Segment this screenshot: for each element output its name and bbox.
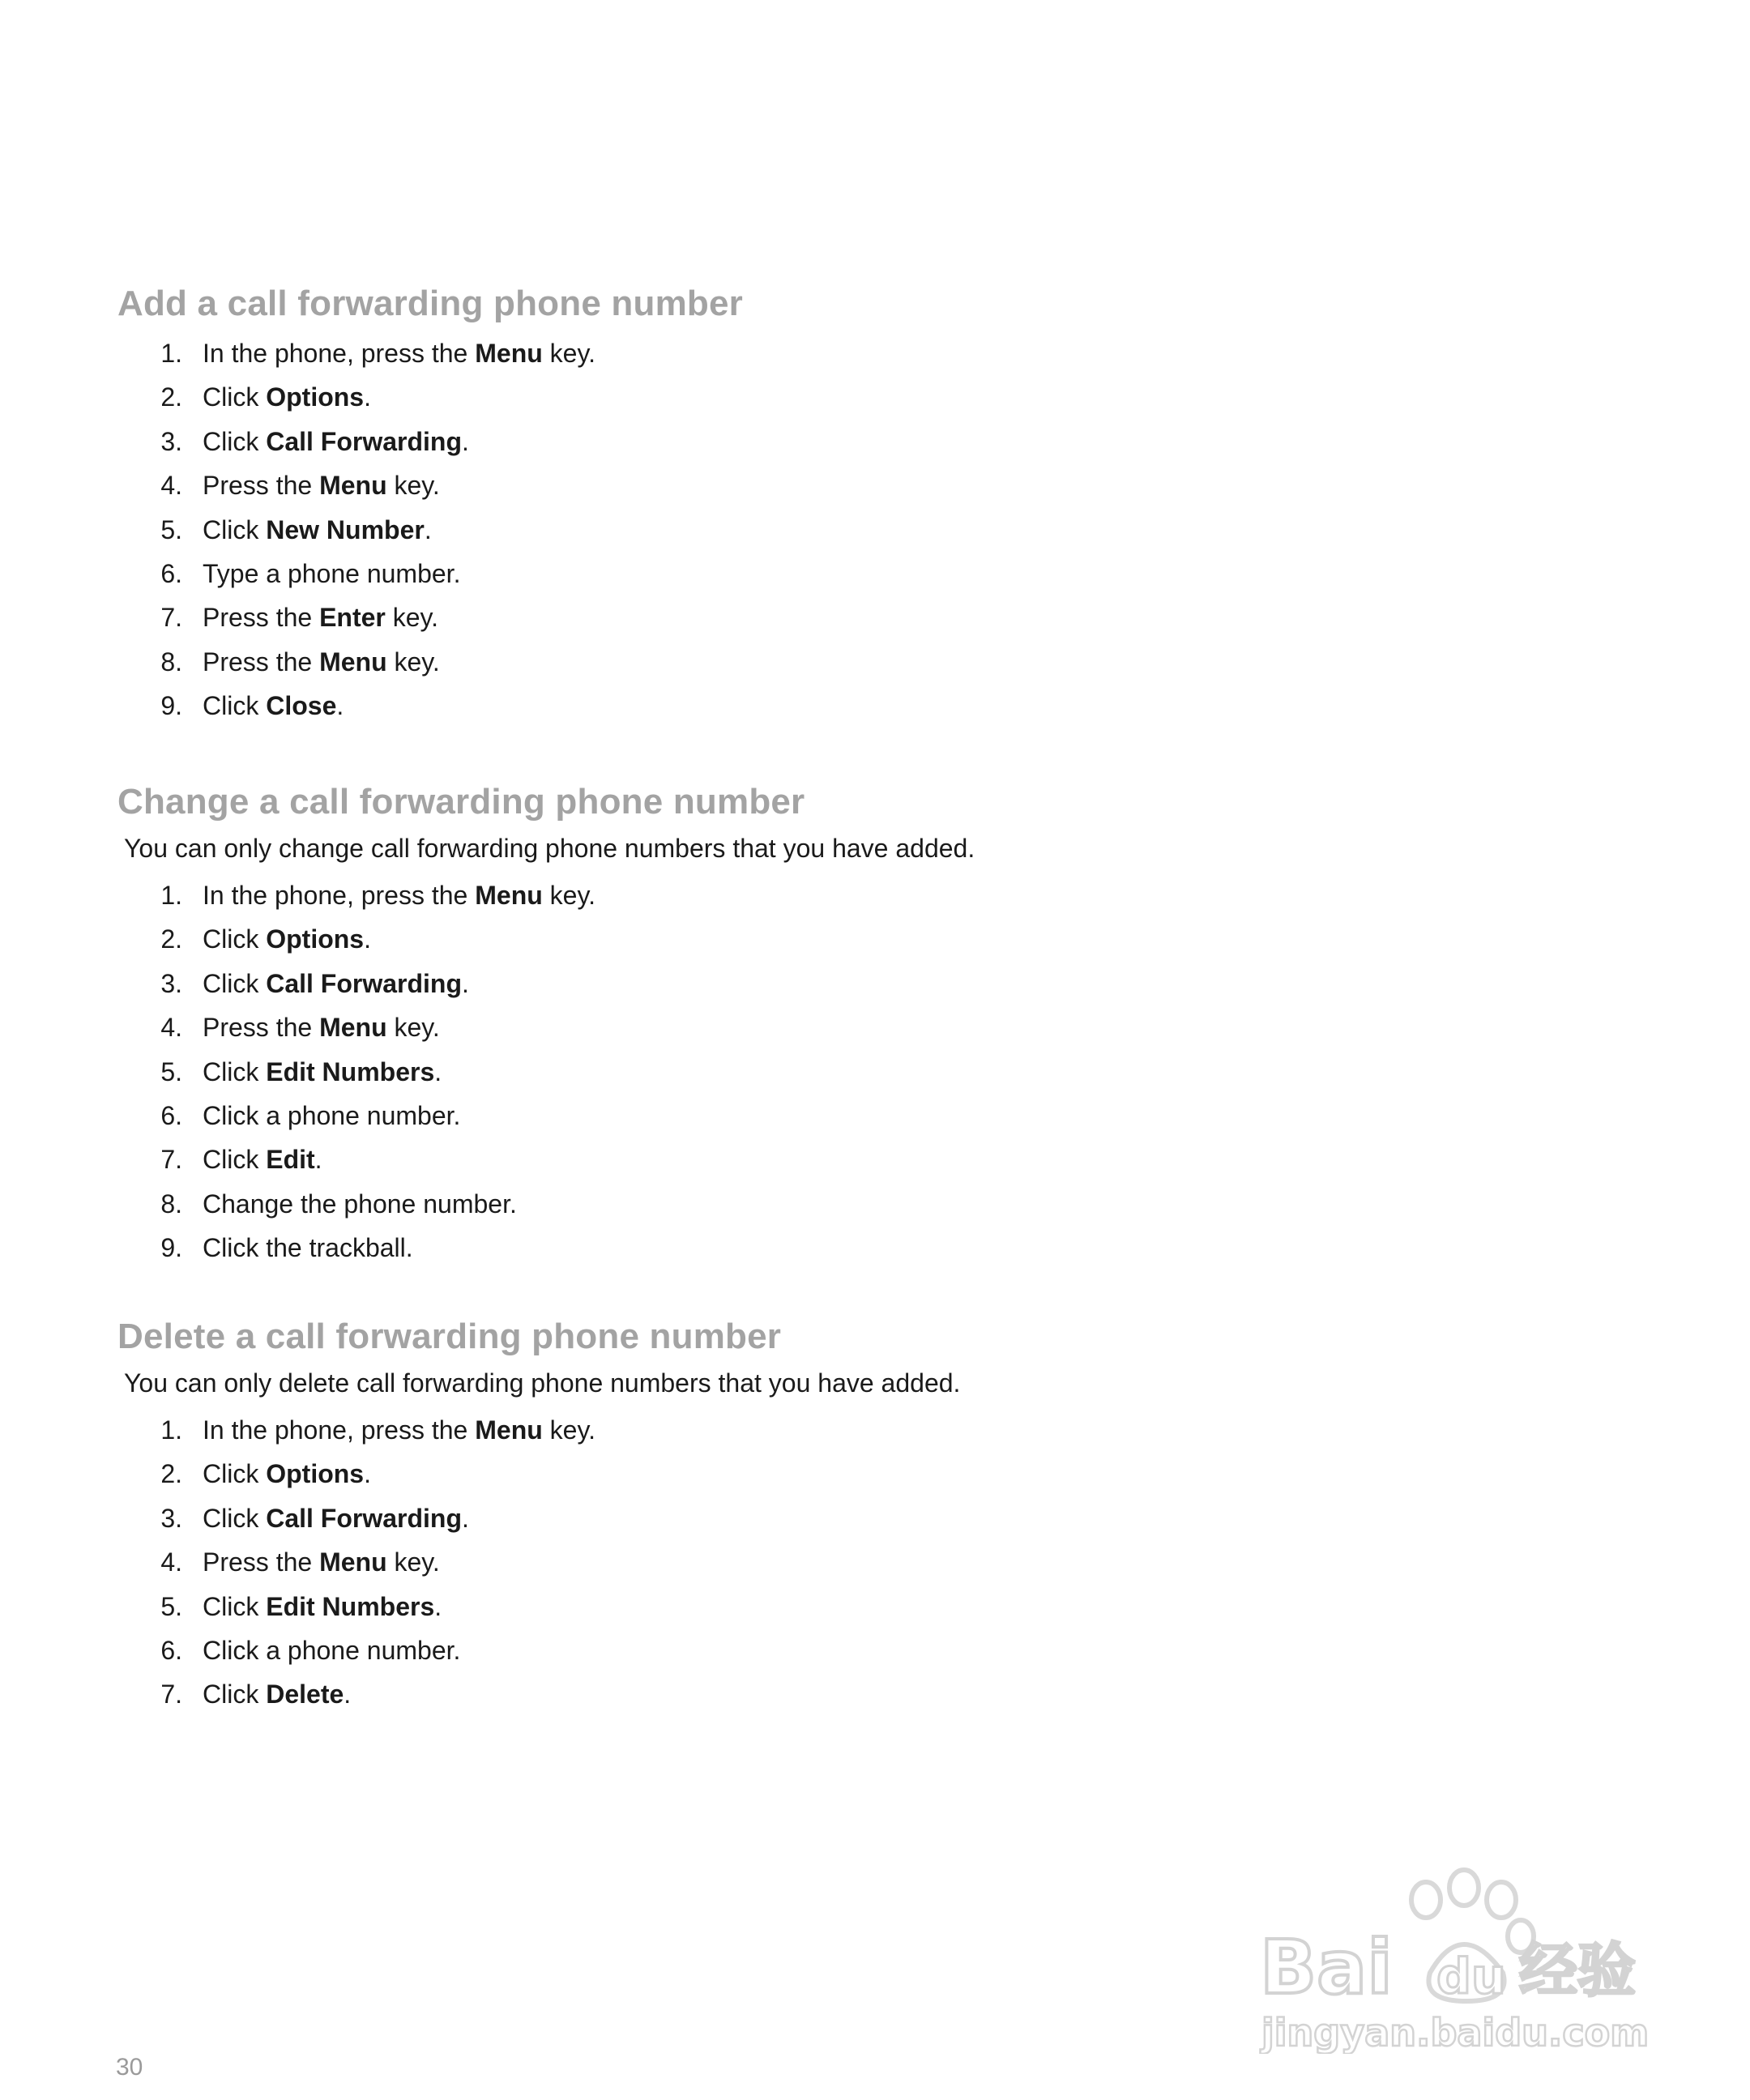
- step-keyword: Menu: [475, 339, 543, 368]
- step-text: Press the: [203, 647, 320, 677]
- step-text-end: .: [434, 1591, 442, 1621]
- step-text-end: .: [336, 691, 344, 721]
- step-number: 9.: [160, 1233, 182, 1263]
- step-number: 5.: [160, 514, 182, 544]
- step-number: 3.: [160, 968, 182, 998]
- step-text-end: .: [364, 1459, 371, 1489]
- step-item: [117, 1094, 1657, 1138]
- step-keyword: Options: [266, 924, 365, 954]
- step-item: [117, 1585, 1657, 1628]
- step-item: [117, 640, 1657, 684]
- svg-text:jingyan.baidu.com: jingyan.baidu.com: [1261, 2011, 1650, 2054]
- step-text: Click a phone number.: [203, 1635, 461, 1665]
- svg-text:du: du: [1436, 1948, 1506, 2005]
- svg-text:Bai: Bai: [1260, 1924, 1393, 2011]
- step-keyword: Menu: [475, 1415, 543, 1445]
- step-number: 4.: [160, 1547, 182, 1577]
- step-number: 7.: [160, 1680, 182, 1709]
- step-item: [117, 420, 1657, 463]
- step-item: [117, 1628, 1657, 1672]
- steps-list: [117, 331, 1657, 728]
- step-number: 8.: [160, 647, 182, 677]
- baidu-watermark-logo: [1252, 1851, 1657, 2054]
- step-text: Change the phone number.: [203, 1189, 517, 1219]
- step-text: In the phone, press the: [203, 339, 476, 368]
- step-item: [117, 463, 1657, 507]
- step-keyword: Enter: [319, 603, 386, 633]
- step-keyword: Call Forwarding: [266, 968, 463, 998]
- step-item: [117, 1050, 1657, 1094]
- step-text-end: .: [364, 382, 371, 412]
- step-text-end: .: [344, 1680, 352, 1709]
- step-text-end: key.: [386, 1013, 440, 1043]
- step-keyword: Menu: [319, 471, 387, 501]
- step-text-end: .: [314, 1145, 322, 1175]
- step-item: [117, 375, 1657, 419]
- step-number: 3.: [160, 1503, 182, 1533]
- step-keyword: Menu: [475, 881, 543, 910]
- step-keyword: Edit: [266, 1145, 315, 1175]
- svg-text:经验: 经验: [1519, 1936, 1637, 2004]
- step-text: Click: [203, 924, 267, 954]
- step-item: [117, 1496, 1657, 1540]
- step-keyword: Options: [266, 1459, 365, 1489]
- step-text: Click: [203, 382, 267, 412]
- section-intro: You can only delete call forwarding phone numbers that you have added.: [124, 1368, 961, 1398]
- section-intro: You can only change call forwarding phone numbers that you have added.: [124, 834, 975, 863]
- section-delete-forwarding-number: [117, 1312, 1657, 1717]
- step-item: [117, 508, 1657, 552]
- step-keyword: New Number: [266, 514, 425, 544]
- section-add-forwarding-number: [117, 280, 1657, 728]
- step-text: Click: [203, 1680, 267, 1709]
- step-text-end: key.: [542, 1415, 595, 1445]
- step-keyword: Menu: [319, 1547, 387, 1577]
- step-keyword: Delete: [266, 1680, 344, 1709]
- step-text: In the phone, press the: [203, 881, 476, 910]
- step-number: 1.: [160, 881, 182, 910]
- step-number: 4.: [160, 471, 182, 501]
- step-keyword: Call Forwarding: [266, 426, 463, 456]
- step-text: Click: [203, 514, 267, 544]
- step-text-end: key.: [542, 881, 595, 910]
- step-text-end: .: [462, 968, 469, 998]
- step-number: 2.: [160, 924, 182, 954]
- step-text-end: .: [462, 426, 469, 456]
- step-number: 3.: [160, 426, 182, 456]
- step-keyword: Close: [266, 691, 337, 721]
- section-heading: Change a call forwarding phone number: [117, 782, 805, 822]
- step-text: Click the trackball.: [203, 1233, 413, 1263]
- step-keyword: Call Forwarding: [266, 1503, 463, 1533]
- step-number: 4.: [160, 1013, 182, 1043]
- step-item: [117, 1182, 1657, 1226]
- step-item: [117, 1408, 1657, 1452]
- step-keyword: Menu: [319, 1013, 387, 1043]
- step-item: [117, 917, 1657, 961]
- step-keyword: Edit Numbers: [266, 1591, 435, 1621]
- section-change-forwarding-number: [117, 778, 1657, 1270]
- step-text-end: .: [462, 1503, 469, 1533]
- step-item: [117, 552, 1657, 595]
- step-number: 1.: [160, 1415, 182, 1445]
- step-text: Click: [203, 691, 267, 721]
- step-text: Press the: [203, 603, 320, 633]
- step-text: Click: [203, 1056, 267, 1086]
- step-number: 2.: [160, 1459, 182, 1489]
- step-item: [117, 1138, 1657, 1181]
- step-text: Press the: [203, 471, 320, 501]
- step-text: Click: [203, 1145, 267, 1175]
- step-number: 6.: [160, 1100, 182, 1130]
- step-item: [117, 595, 1657, 639]
- step-number: 6.: [160, 558, 182, 588]
- step-keyword: Menu: [319, 647, 387, 677]
- step-text: Click: [203, 426, 267, 456]
- step-item: [117, 1540, 1657, 1584]
- steps-list: [117, 873, 1657, 1270]
- step-text-end: key.: [386, 1547, 440, 1577]
- step-item: [117, 1005, 1657, 1049]
- section-heading: Add a call forwarding phone number: [117, 284, 743, 323]
- step-text-end: .: [434, 1056, 442, 1086]
- page-number: 30: [116, 2054, 143, 2081]
- step-item: [117, 1226, 1657, 1270]
- step-item: [117, 873, 1657, 917]
- step-number: 5.: [160, 1591, 182, 1621]
- section-heading: Delete a call forwarding phone number: [117, 1317, 782, 1356]
- step-text-end: key.: [542, 339, 595, 368]
- step-text-end: .: [364, 924, 371, 954]
- step-item: [117, 331, 1657, 375]
- step-item: [117, 962, 1657, 1005]
- step-text: Click: [203, 968, 267, 998]
- step-number: 8.: [160, 1189, 182, 1219]
- step-number: 5.: [160, 1056, 182, 1086]
- step-text-end: key.: [386, 647, 440, 677]
- step-item: [117, 1452, 1657, 1496]
- step-text: Press the: [203, 1013, 320, 1043]
- step-text: Press the: [203, 1547, 320, 1577]
- step-number: 2.: [160, 382, 182, 412]
- step-text: Click: [203, 1503, 267, 1533]
- step-item: [117, 1672, 1657, 1716]
- step-text-end: .: [424, 514, 432, 544]
- step-number: 7.: [160, 1145, 182, 1175]
- steps-list: [117, 1408, 1657, 1717]
- step-text-end: key.: [385, 603, 439, 633]
- step-text: Type a phone number.: [203, 558, 461, 588]
- step-text: In the phone, press the: [203, 1415, 476, 1445]
- step-text: Click: [203, 1591, 267, 1621]
- step-text: Click a phone number.: [203, 1100, 461, 1130]
- step-text-end: key.: [386, 471, 440, 501]
- step-keyword: Options: [266, 382, 365, 412]
- step-number: 9.: [160, 691, 182, 721]
- step-text: Click: [203, 1459, 267, 1489]
- step-item: [117, 684, 1657, 728]
- step-number: 1.: [160, 339, 182, 368]
- step-number: 6.: [160, 1635, 182, 1665]
- step-number: 7.: [160, 603, 182, 633]
- step-keyword: Edit Numbers: [266, 1056, 435, 1086]
